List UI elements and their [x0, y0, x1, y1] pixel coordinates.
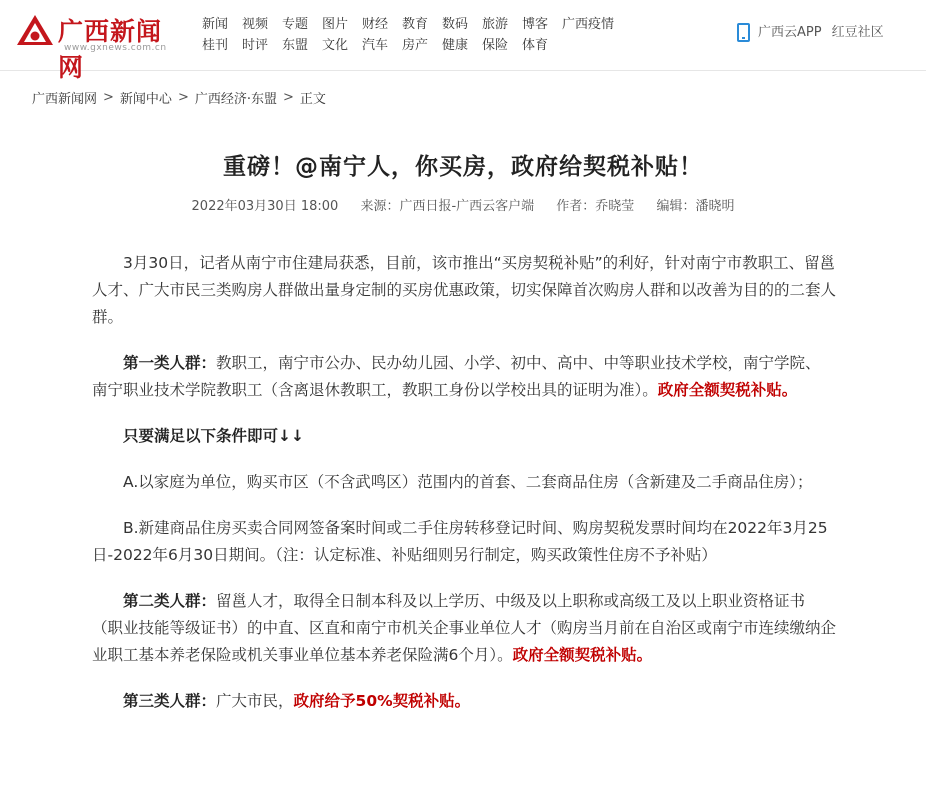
nav-link-asean[interactable]: 东盟 — [282, 38, 309, 53]
breadcrumb-item-economy-asean[interactable]: 广西经济·东盟 — [194, 92, 277, 107]
nav-link-education[interactable]: 教育 — [402, 17, 429, 32]
nav-link-covid[interactable]: 广西疫情 — [562, 17, 615, 32]
nav-link-insurance[interactable]: 保险 — [482, 38, 509, 53]
group-1-heading: 第一类人群： — [123, 354, 217, 372]
site-header — [0, 0, 926, 82]
article-paragraph-conditions-heading — [92, 423, 836, 450]
nav-link-auto[interactable]: 汽车 — [362, 38, 389, 53]
article-editor: 编辑：潘晓明 — [656, 199, 735, 214]
article-author: 作者：乔晓莹 — [556, 199, 635, 214]
breadcrumb-separator: > — [282, 90, 294, 105]
article-paragraph-intro: 3月30日，记者从南宁市住建局获悉，目前，该市推出“买房契税补贴”的利好，针对南宁市教职工、留邕人才、广大市民三类购房人群做出量身定制的买房优惠政策，切实保障首次购房人群和以改善为目的的二套人群。 — [92, 254, 837, 326]
article-paragraph-group-3 — [92, 688, 836, 715]
group-2-text: 留邕人才，取得全日制本科及以上学历、中级及以上职称或高级工及以上职业资格证书（职业技能等级证书）的中直、区直和南宁市机关企事业单位人才（购房当月前在自治区或南宁市连续缴纳企业职工基本养老保险或机关事业单位基本养老保险满6个月）。 — [92, 592, 837, 664]
breadcrumb — [32, 88, 326, 107]
article-paragraph-condition-a: A.以家庭为单位，购买市区（不含武鸣区）范围内的首套、二套商品住房（含新建及二手商品住房）； — [123, 473, 813, 491]
nav-link-travel[interactable]: 旅游 — [482, 17, 509, 32]
group-2-subsidy: 政府全额契税补贴。 — [512, 646, 653, 664]
nav-link-blog[interactable]: 博客 — [522, 17, 549, 32]
header-right-links — [737, 22, 894, 43]
breadcrumb-separator: > — [177, 90, 189, 105]
nav-row-2 — [202, 35, 626, 56]
logo-text: 广西新闻网 — [58, 17, 163, 82]
article-paragraph-group-2 — [92, 588, 836, 669]
group-3-text: 广大市民， — [216, 692, 294, 710]
nav-link-video[interactable]: 视频 — [242, 17, 269, 32]
article-paragraph-condition-b: B.新建商品住房买卖合同网签备案时间或二手住房转移登记时间、购房契税发票时间均在2022年3月25日-2022年6月30日期间。（注：认定标准、补贴细则另行制定，购买政策性住房不予补贴） — [92, 519, 828, 564]
nav-link-culture[interactable]: 文化 — [322, 38, 349, 53]
breadcrumb-item-home[interactable]: 广西新闻网 — [32, 92, 98, 107]
phone-icon — [737, 23, 750, 42]
group-1-text: 教职工，南宁市公办、民办幼儿园、小学、初中、高中、中等职业技术学校，南宁学院、南宁职业技术学院教职工（含离退休教职工，教职工身份以学校出具的证明为准）。 — [92, 354, 821, 399]
article-datetime: 2022年03月30日 18:00 — [191, 199, 339, 214]
group-1-subsidy: 政府全额契税补贴。 — [657, 381, 798, 399]
nav-link-finance[interactable]: 财经 — [362, 17, 389, 32]
app-link[interactable]: 广西云APP — [758, 25, 822, 40]
nav-link-realestate[interactable]: 房产 — [402, 38, 429, 53]
nav-link-topics[interactable]: 专题 — [282, 17, 309, 32]
nav-link-health[interactable]: 健康 — [442, 38, 469, 53]
nav-link-commentary[interactable]: 时评 — [242, 38, 269, 53]
breadcrumb-item-current: 正文 — [299, 92, 326, 107]
main-nav — [202, 14, 626, 56]
group-2-heading: 第二类人群： — [123, 592, 217, 610]
site-logo[interactable] — [16, 10, 186, 82]
article-paragraph-group-1 — [92, 350, 836, 404]
article-body — [92, 250, 836, 734]
article-title: 重磅！@南宁人，你买房，政府给契税补贴！ — [223, 154, 703, 180]
group-3-heading: 第三类人群： — [123, 692, 217, 710]
logo-emblem-icon — [16, 14, 54, 48]
article-source: 来源：广西日报-广西云客户端 — [360, 199, 535, 214]
nav-link-magazine[interactable]: 桂刊 — [202, 38, 229, 53]
nav-link-sports[interactable]: 体育 — [522, 38, 549, 53]
breadcrumb-separator: > — [103, 90, 114, 105]
nav-link-photos[interactable]: 图片 — [322, 17, 349, 32]
nav-link-news[interactable]: 新闻 — [202, 17, 229, 32]
nav-link-digital[interactable]: 数码 — [442, 17, 469, 32]
community-link[interactable]: 红豆社区 — [831, 25, 884, 40]
group-3-subsidy: 政府给予50%契税补贴。 — [293, 692, 471, 710]
article-meta — [0, 195, 926, 214]
nav-row-1 — [202, 14, 626, 35]
conditions-heading: 只要满足以下条件即可↓↓ — [123, 427, 304, 445]
breadcrumb-item-news-center[interactable]: 新闻中心 — [119, 92, 172, 107]
logo-url: www.gxnews.com.cn — [64, 43, 167, 53]
